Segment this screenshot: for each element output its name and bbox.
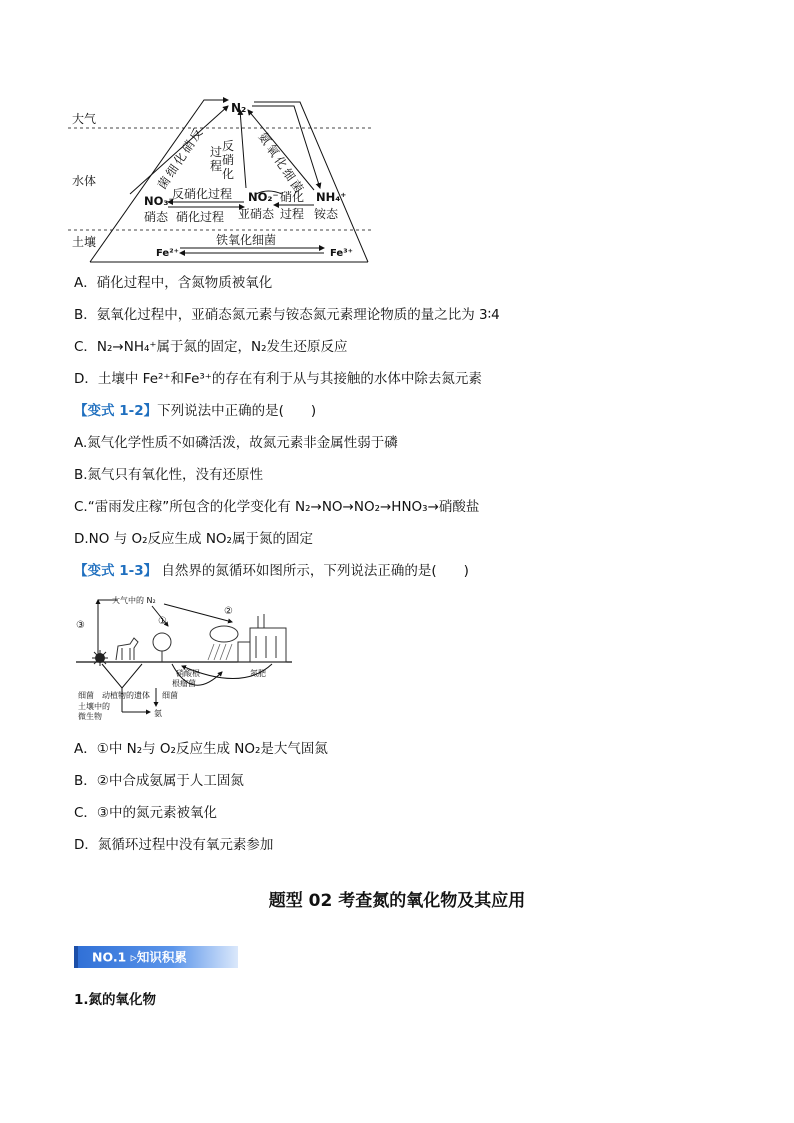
microbe-label-1: 土壤中的 [78,702,110,711]
rain-icon [208,644,232,660]
q3-option-a: A．①中 N₂与 O₂反应生成 NO₂是大气固氮 [74,741,328,757]
badge-text: NO.1 ▹知识积累 [92,949,187,965]
nit-arrow-label: 硝化过程 [176,210,225,224]
svg-text:反: 反 [222,139,235,153]
rhizobia-label: 根瘤菌 [172,679,196,688]
svg-text:细: 细 [162,161,182,180]
q1-option-a: A．硝化过程中，含氮物质被氧化 [74,275,273,291]
svg-text:程: 程 [210,159,223,173]
q1-option-d: D．土壤中 Fe²⁺和Fe³⁺的存在有利于从与其接触的水体中除去氮元素 [74,371,482,387]
cloud-icon [210,626,238,642]
remains-label: 动植物的遗体 [102,691,150,700]
no2-label: NO₂⁻ [248,190,279,204]
svg-text:化: 化 [170,149,190,168]
q2-option-b: B.氮气只有氧化性，没有还原性 [74,467,264,483]
q1-option-b: B．氨氧化过程中，亚硝态氮元素与铵态氮元素理论物质的量之比为 3∶4 [74,307,500,323]
circle-1-label: ① [158,616,167,627]
q2-option-a: A.氮气化学性质不如磷活泼，故氮元素非金属性弱于磷 [74,435,398,451]
factory-icon [238,614,286,662]
atm-n2-label: 大气中的 N₂ [112,596,156,605]
ammox-bacteria-label [256,130,307,196]
q2-tag: 【变式 1-2】 [74,403,158,419]
microbe-label-2: 微生物 [78,712,102,721]
nit2-label: 硝化 [280,190,305,204]
tree-icon [153,633,171,651]
svg-text:细: 细 [279,165,298,184]
q3-stem [74,562,469,580]
n2-label: N₂ [231,101,247,115]
svg-text:硝: 硝 [222,153,235,167]
water-label: 水体 [72,174,97,188]
fe3-label: Fe³⁺ [330,248,353,259]
bacteria2-label: 细菌 [162,691,178,700]
q2-stem [74,402,316,420]
ammonium-state-label: 铵态 [314,207,339,221]
denit-arrow-label: 反硝化过程 [172,187,233,201]
nh4-label: NH₄⁺ [316,190,347,204]
nitrate-label: 硝酸根 [176,669,200,678]
svg-text:氧: 氧 [263,141,282,160]
bacteria-label: 细菌 [78,691,94,700]
arrow-2 [164,604,232,622]
q2-option-d: D.NO 与 O₂反应生成 NO₂属于氮的固定 [74,531,313,547]
svg-text:菌: 菌 [154,173,174,192]
denitrification-arrow [240,110,246,188]
q2-option-c: C.“雷雨发庄稼”所包含的化学变化有 N₂→NO→NO₂→HNO₃→硝酸盐 [74,499,480,515]
q3-option-c: C．③中的氮元素被氧化 [74,805,218,821]
atmosphere-label: 大气 [72,112,97,126]
fertilizer-label: 氮肥 [250,669,266,678]
no3-label: NO₃⁻ [144,194,175,208]
knowledge-badge [74,946,238,968]
section-heading: 题型 02 考查氮的氧化物及其应用 [268,891,526,911]
circle-3-label: ③ [76,620,85,631]
svg-text:菌: 菌 [287,177,306,196]
svg-text:反: 反 [186,125,206,144]
denitrification-process-label [210,139,234,181]
svg-text:氨: 氨 [255,129,274,148]
decay-arrows [102,664,142,688]
q2-stem-text: 下列说法中正确的是( ) [157,403,317,419]
ammonia-label: 氨 [154,709,162,718]
nitrogen-cycle-diagram [68,92,378,264]
q3-option-b: B．②中合成氨属于人工固氮 [74,773,244,789]
circle-2-label: ② [224,606,233,617]
svg-text:硝: 硝 [178,137,198,156]
horse-icon [116,638,138,660]
section-title: 1.氮的氧化物 [74,992,157,1008]
proc2-label: 过程 [280,207,305,221]
nitrite-state-label: 亚硝态 [238,207,275,221]
nitrate-state-label: 硝态 [144,210,169,224]
q1-option-c: C．N₂→NH₄⁺属于氮的固定，N₂发生还原反应 [74,339,348,355]
q3-tag: 【变式 1-3】 [74,563,158,579]
fe2-label: Fe²⁺ [156,248,179,259]
svg-text:过: 过 [210,145,223,159]
q3-option-d: D．氮循环过程中没有氧元素参加 [74,837,274,853]
q3-stem-text: 自然界的氮循环如图所示，下列说法正确的是( ) [157,563,469,579]
natural-nitrogen-cycle-figure [72,592,296,726]
soil-label: 土壤 [72,235,97,249]
iron-bacteria-label: 铁氧化细菌 [216,233,277,247]
denitrifying-bacteria-label [154,126,205,192]
svg-text:化: 化 [271,153,290,172]
svg-text:化: 化 [222,167,235,181]
